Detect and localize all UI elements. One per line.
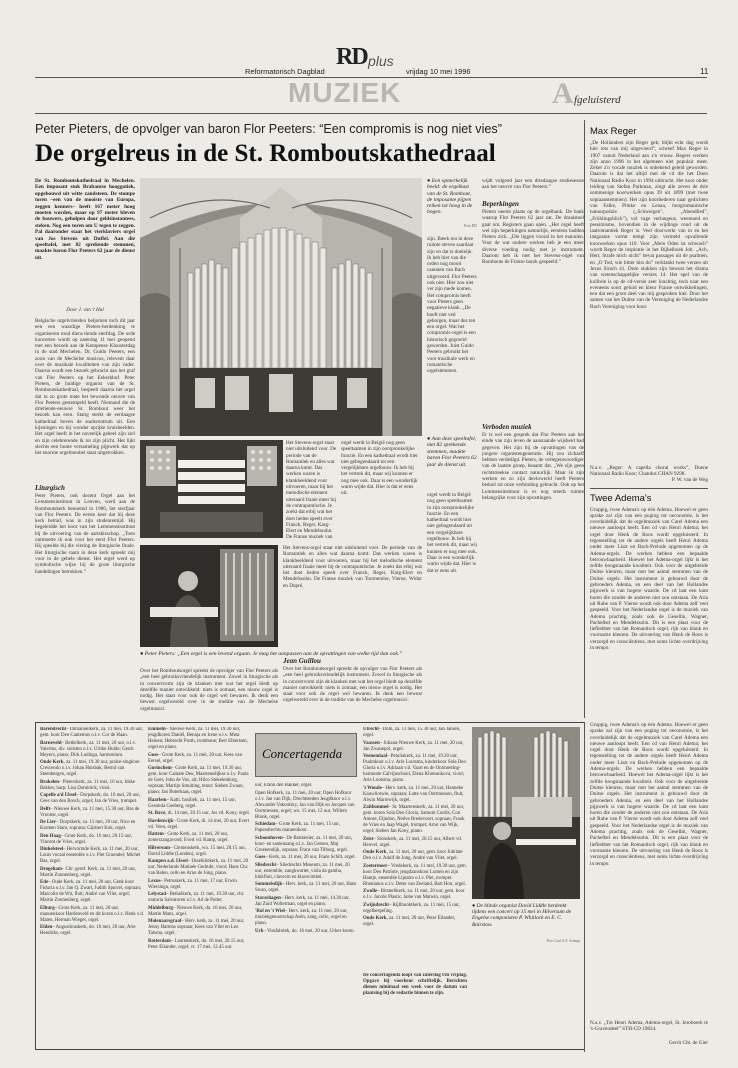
agenda-entry-text: – Bethelkerk, za. 11 mei, 20 uur, o.l.v. Valerius, div. solisten o.l.v. Ulrike Hulde; Gerrit Meyers, piano; Dirk Ludinga, harmonium. bbox=[40, 740, 137, 758]
agenda-entry-text: – Clemenskerk, wo. 15 mei, 20.15 uur, David Liddle (Londen), orgel. bbox=[148, 845, 247, 857]
photo-1-caption: ● Een opmerkelijk beeld: de orgelkast van de St. Rombout, de imposante pijpen reiken tot hoog in de bogen. bbox=[427, 178, 473, 216]
subhead-liturgisch: Liturgisch bbox=[35, 484, 65, 492]
agenda-column-2 bbox=[148, 727, 250, 1047]
agenda-entry bbox=[363, 903, 467, 915]
agenda-entry bbox=[363, 850, 467, 862]
agenda-entry-text: uur, Frank den Bakker, orgel. bbox=[255, 783, 313, 788]
page-number: 11 bbox=[700, 67, 709, 76]
agenda-entry bbox=[148, 753, 250, 765]
agenda-entry-text: – Vissfabriek, do. 16 mei, 20 uur, Urker koren. bbox=[263, 928, 355, 934]
agenda-entry-text: – Vredekerk, za. 11 mei, 19.30 uur, gem. koor Deo Patriote, jeugdzanskoor Lumen en zijn Hantje, ensemble Lijnatro o.l.v. Piet, trompet. Rhenianus o.l.v. Deter van Zeeland, Bart Hon, orgel. bbox=[363, 863, 467, 887]
agenda-entry bbox=[363, 786, 467, 804]
agenda-entry-place: Sliedrecht bbox=[255, 862, 277, 868]
agenda-entry-place: Zoetermeer bbox=[363, 863, 388, 869]
agenda-entry bbox=[148, 727, 250, 751]
aan-deze-caption-box bbox=[427, 436, 477, 488]
agenda-entry-place: Sommelsdijk bbox=[255, 882, 283, 887]
article-headline: De orgelreus in de St. Romboutskathedraal bbox=[35, 140, 496, 167]
agenda-entry-text: – Petruskerk, za. 11 mei, 17 uur, Erwin Wiersinga, orgel. bbox=[148, 878, 237, 890]
agenda-entry-text: – Herv. kerk, za. 11 mei, 14.30 uur, Jan Zuid Wolterman, orgel en piano. bbox=[255, 895, 350, 907]
right-column-lower bbox=[590, 722, 708, 1018]
afgeluisterd-initial: A bbox=[552, 77, 574, 110]
right-column bbox=[590, 120, 708, 720]
agenda-entry-place: Delft bbox=[40, 806, 51, 812]
agenda-entry-text: , di. 14 mei, 20.15 uur, Jos vd. Kooy, orgel. bbox=[165, 811, 250, 816]
photo-2-caption: ● Aan deze speeltafel, met 82 sprekende stemmen, maakte baron Flor Peeters 62 jaar de dienst uit. bbox=[427, 436, 477, 468]
agenda-entry bbox=[148, 879, 250, 891]
agenda-entry-text: – Oude Kerk, za. 11 mei, 20 uur, Genk koor Fiducia o.l.v. Jan Q. Zwart, Judith Sporrel, sopraan; Marcolin de Wit, fluit; André van Vliet, orgel; Martin Zonnenberg, orgel. bbox=[40, 880, 142, 903]
agenda-entry-place: Ede bbox=[40, 880, 49, 885]
agenda-entry-text: – Bethelkerk, za. 11 mei, 19.30 uur, chr. oratoria Salvatoren o.l.v. Ad de Putter. bbox=[148, 892, 245, 903]
agenda-entry-place: Utrecht bbox=[363, 727, 379, 732]
agenda-entry-text: – Hervormde Kerk, za. 11 mei, 20 uur, Louis vocaal ensemble o.l.v. Piet Gruendel; Michel Bas, orgel. bbox=[40, 847, 141, 864]
agenda-entry-place: Capelle a/d IJssel bbox=[40, 793, 77, 798]
column-3-body-2: Pieters neemt plaats op de orgelbank. De bank waarop Flor Peeters 62 jaar zat. De draaistoel gaat om. Registers gaan open. „Het orgel heeft wel zijn beperkingen natuurlijk, eerstens hadden Pieters zich. „Die liggen vooral in het manulen. Voor de wat oudere werken heb je een meer diverse voeding nodig met je instrument. Daarom heb ik met het Stevens-orgel van Rombouts de Franse barok gespeeld.” bbox=[482, 209, 584, 266]
agenda-entry bbox=[40, 834, 144, 846]
twee-adema-body: Gruppig, twee Adema's op één Adema. Hoewel er geen sprake zal zijn van een poging tot oeconomie, is het overduidelijk dat de orgelmuziek van Carel Adema een nieuwe aanloopt heeft. Een cd van Henri Adema; het orgel door Henk de Roos wordt opgeluisterd. In tegenstelling tot de andere orgels heeft Henri Adema onder meer Liszt en Bach-Prelude opgenomen op de Adema-orgels. De werken hebben een bepaalde betrouwbaarheid. Hoewel het Adema-orgel lijkt is het zelfde hoogstaande kwaliteit. Ook voor de uitgebreide Duitse kleuren, maar met het aantal stemmen van de Duitse orgels. Het instrument is gebouwd door de gebroeders Adema, en een deel van het Hollandse pijpwerk is van hogere waarde. De cd laat een kant horen die zonder de anderen niet zou ontstaan. De Aria uit Ruhe van P. Vierne wordt ook door Adema zelf veel gespeeld. Voor het Nederlandse orgel is de muziek van Adema prachtig, zoals ook de Gesellin, Wagner, Pachelbel en Mendelssohn. Dit is een plaat voor de liefhebber van het Romantisch orgel, rijk van klank en voorname kleuren. De uitvoering van Henk de Roos is verzorgd en consciëntieus, met soms lichte overdrijving in tempo. bbox=[590, 506, 708, 652]
agenda-entry bbox=[40, 906, 144, 924]
agenda-column-4 bbox=[363, 727, 467, 967]
agenda-entry bbox=[40, 741, 144, 759]
agenda-entry-text: – Grote Kerk, za. 11 mei, 20 uur, Kees van Eersel, orgel. bbox=[148, 752, 243, 764]
agenda-photo-credit: Foto Carl A.F. Schaap bbox=[546, 939, 580, 943]
column-3-body-1: wijdt volgend jaar een driedaagse studiesessie aan het oeuvre van Flor Peeters.” bbox=[482, 178, 584, 191]
reger-reference: N.a.v. „Reger: A capella choral works”, Doene Nationaal Radio Koor; Chandos CHAN 9298. bbox=[590, 465, 708, 477]
agenda-entry bbox=[255, 783, 357, 789]
logo-letters: RD bbox=[336, 44, 367, 70]
agenda-entry-place: Den Haag bbox=[40, 833, 61, 839]
agenda-entry-place: Zwolle bbox=[363, 889, 378, 894]
agenda-entry bbox=[363, 889, 467, 901]
agenda-entry-place: Haarlem bbox=[148, 797, 167, 803]
photo-1-caption-box bbox=[427, 178, 477, 230]
agenda-entry bbox=[40, 727, 144, 739]
concertagenda-box bbox=[35, 722, 585, 1050]
agenda-entry bbox=[148, 846, 250, 858]
agenda-entry-text: – Grote Kerk, do. 16 mei, 20.15 uur, Vincent de Vries, orgel. bbox=[40, 833, 133, 845]
twee-adema-footer bbox=[590, 1020, 708, 1060]
agenda-entry-text: – De Bonkenier, za. 11 mei, 20 uur, koor- en samenzang o.l.v. Jan Gersen, Maj Groenendijk, sopraan; Frans van Tilburg, orgel. bbox=[255, 835, 353, 853]
agenda-note: De concertagenda loopt van zaterdag t/m vrijdag. Opgave bij voorkeur schriftelijk. Berichten dienen minimaal een week voor de datum van plaatsing bij de redactie binnen te zijn. bbox=[363, 973, 467, 996]
agenda-entry bbox=[40, 760, 144, 778]
agenda-entry-place: Schiedam bbox=[255, 822, 276, 827]
agenda-entry-text: – Pieterskerk, za. 11 mei, 16 uur, Idske Bakker, harp; Lisa Dominick, viool. bbox=[40, 779, 136, 791]
agenda-entry-text: – Nieuwe Kerk, za. 11 mei, 19.30 uur, jeugdkoren Daniël, Benaja en Irene o.l.v. Meta Heinen; Hebrecht Posth, trombone; Bert Elbertsen, orgel en piano. bbox=[148, 727, 248, 750]
agenda-entry-place: Barneveld bbox=[40, 740, 62, 746]
agenda-entry-text: – Grote Kerk, za. 11 mei, 15 uur, Papendrechts mannenkoor. bbox=[255, 822, 340, 833]
agenda-entry bbox=[148, 832, 250, 844]
agenda-entry bbox=[148, 919, 250, 937]
agenda-entry-place: Middelburg bbox=[148, 905, 174, 911]
agenda-entry-place: Drogeham bbox=[40, 866, 62, 872]
agenda-entry bbox=[40, 867, 144, 879]
agenda-entry bbox=[255, 791, 357, 821]
masthead bbox=[0, 0, 738, 115]
reger-end-rule bbox=[590, 488, 708, 489]
agenda-entry bbox=[255, 863, 357, 881]
agenda-entry bbox=[255, 882, 357, 894]
agenda-entry-text: – Dorpskerk, za. 11 mei, 20 uur, Nico en Karmen Stam, soprana; Gijsbert Kok, orgel. bbox=[40, 820, 136, 831]
photo-david-liddle bbox=[472, 727, 580, 899]
twee-adema-reference: N.a.v. „Tot Henri Adema, Adema-orgel, St. Jeroboerk te 's-Gravendeel” STH-CD 19824. bbox=[590, 1020, 708, 1033]
agenda-entry bbox=[363, 916, 467, 928]
twee-adema-body-continued: Gruppig, twee Adema's op één Adema. Hoewel er geen sprake zal zijn van een poging tot oeconomie, is het overduidelijk dat de orgelmuziek van Carel Adema een nieuwe aanloopt heeft. Een cd van Henri Adema; het orgel door Henk de Roos wordt opgeluisterd. In tegenstelling tot de andere orgels heeft Henri Adema onder meer Liszt en Bach-Prelude opgenomen op de Adema-orgels. De werken hebben een bepaalde betrouwbaarheid. Hoewel het Adema-orgel lijkt is het zelfde hoogstaande kwaliteit. Ook voor de uitgebreide Duitse kleuren, maar met het aantal stemmen van de Duitse orgels. Het instrument is gebouwd door de gebroeders Adema, en een deel van het Hollandse pijpwerk is van hogere waarde. De cd laat een kant horen die zonder de anderen niet zou ontstaan. De Aria uit Ruhe van P. Vierne wordt ook door Adema zelf veel gespeeld. Voor het Nederlandse orgel is de muziek van Adema prachtig, zoals ook de Gesellin, Wagner, Pachelbel en Mendelssohn. Dit is een plaat voor de liefhebber van het Romantisch orgel, rijk van klank en voorname kleuren. De uitvoering van Henk de Roos is verzorgd en consciëntieus, met soms lichte overdrijving in tempo. bbox=[590, 722, 708, 867]
agenda-entry bbox=[148, 892, 250, 904]
photo-3-caption: ● Peter Pieters: „Een orgel is een levend orgaan. Je mag het aanpassen aan de opvattingen van welke tijd dan ook.” bbox=[140, 651, 403, 657]
byline: Door J. van 't Hul bbox=[66, 307, 104, 313]
agenda-photo-caption: ● De blinde organist David Liddle herdenkt tijdens een concert op 15 mei in Hilversum de Engelse componisten P. Whitlock en E. C. Bairstow. bbox=[472, 903, 572, 928]
article-intro: De St. Romboutskathedraal in Mechelen. Een imposant stuk Brabantse hooggotiek, opgebouwd uit witte zandsteen. De stompe toren –een van de mooiste van Europa, zeggen kenners– heeft 167 meter hoog moeten worden, maar op 97 meter bleven de bouwers, geholpen door geldsinstantees, steken. Nog een toren om U tegen te zeggen. Pal daaronder staat het vierklaviers orgel van Jos Stevens uit Duffel. Aan die speeltafel, met 82 sprekende stemmen, maakte baron Flor Peeters 62 jaar de dienst uit. bbox=[35, 178, 135, 261]
agenda-entry-text: – Dorpskerk, do. 16 mei, 20 uur, Cees van den Bosch, orgel; Jan de Vries, trompet. bbox=[40, 793, 141, 804]
agenda-entry bbox=[363, 864, 467, 888]
column-3-body-3: Er is wel een gesprek dat Flor Peeters aan het einde van zijn leven de aanstaande wijsheid had gegeven. Het zijn bij de opvattingen van de jongere organistengeneratie. Hij zou zichzelf hebben verdedigd. Pieters, de vertegenwoordiger van de laatste groep, beaamt dat. „We zijn geen rechtstreekse contact natuurlijk. Maar ik zijn werken en zo zijn devlowerld heeft Peeters bedoel tot onze verbinding gebracht. Ook op het Lemmensinstituut is er nog steeds ruimte belangrijke voor zijn opvattingen. bbox=[482, 432, 584, 501]
column-2-narrow-body: zijn. Bæek tou in deze ruimte steven saardaar zijn en dat is doeleijk. Ik heb hier van die orden nog mooit cantaten van Bach uitgevoerd. Flor Peeters ook niet. Hier zou niet ver zijn mede komen. Het compromis heeft voor Pieters geen negatieve klank. „De hoeft niet ved geborgen, maar dus ten een orgel. Wat het compromis-orgel is een historisch gegroeid geworden. Juist Guido Peeters gebruikt het voor muzikale werk en romantische orgelstemmen. bbox=[427, 236, 477, 375]
agenda-entry-place: Rotterdam bbox=[148, 938, 171, 944]
agenda-entry-place: Zaltbommel bbox=[363, 805, 389, 810]
agenda-entry-text: – Herv. kerk, za. 11 mei, 20 uur, Jenny Hartens sopraan; Kees van Vliet en Leo Talsma, orgel. bbox=[148, 919, 245, 936]
agenda-column-3 bbox=[255, 783, 357, 1045]
newspaper-name: Reformatorisch Dagblad bbox=[245, 67, 325, 76]
agenda-entry-text: – Grote Kerk, za. 11 mei, 20 uur, mannenkoor Hardenveld en dit koren o.l.v. Henk v.d. Maten, Herman Wiegel, orgel. bbox=[40, 905, 144, 923]
column-2-main-body: orgel werdt in België nog geen speeltsamen in zijn oorspronkelijke functie. En een kathedraal wordt hier niet gebogendaard tot een vergelijkbare orgelbouw. Ik heb bij het vertrek dit, maar wij kunnen er nog mee ook. Daar is een wonderlijk warm wijde dat. Hier is dat er eens uit. bbox=[427, 492, 477, 574]
column-2-bottom-a bbox=[140, 668, 278, 718]
section-title: MUZIEK bbox=[288, 77, 402, 108]
agenda-entry-place: Vaassen bbox=[363, 740, 380, 746]
agenda-entry-text: – Nieuwe Kerk, za. 11 mei, 15.30 uur, Bas de Vroome, orgel. bbox=[40, 806, 140, 818]
subhead-verboden-muziek: Verboden muziek bbox=[482, 423, 532, 431]
agenda-entry-place: Goes bbox=[148, 752, 159, 758]
agenda-entry bbox=[363, 727, 467, 739]
agenda-entry-text: – St. Maartenskerk, za. 11 mei, 20 uur, gem. koren Sola Deo Gloria, Samum Cordis, Con Amore, Eljudon, Nedve Bredevoort, sopraan; Frank de Vries en Jaap Wagel, trompet; Arno van Wijk, orgel; Sieben Jan Kooy, piano. bbox=[363, 805, 465, 834]
agenda-entry bbox=[255, 855, 357, 861]
column-2-bottom-a-body: Over het Romboutsorgel spreekt de opvolger van Flor Peeters als „een heel gebruiksvriendelijk instrument. Zowel in liturgische als in concertvorm zijn de klanken met wat het orgel biedt op dezelfde manier ontwikkeld: niets is zomaar, een nieuw orgel is nodig. Het staat voor ook de orgel wel bewaren. Ik denk een bewust orgelwereld over in de traditie van de Mechelse orgelmusici. bbox=[140, 668, 278, 712]
agenda-entry bbox=[40, 807, 144, 819]
agenda-entry-text: – Sliedrechts Museum, za. 11 mei, 20 uur, ensemble, zangkwartet, viola da gamba, blokfluit, clavecin en klavecimbel. bbox=[255, 862, 350, 880]
agenda-column-1 bbox=[40, 727, 144, 1047]
agenda-entry-text: – Augustinuskerk, do. 16 mei, 20 uur, Arie Hendriks, orgel. bbox=[40, 925, 136, 936]
agenda-entry-text: – Laurenskerk, do. 16 mei, 20.15 uur, Peter Eilander, orgel; vr. 17 mei, 12.45 uur. bbox=[148, 938, 245, 950]
article-kicker: Peter Pieters, de opvolger van baron Flor Peeters: “Een compromis is nog niet vies” bbox=[35, 122, 502, 136]
reger-signature: P. W. van de Weg bbox=[671, 477, 708, 483]
agenda-entry-place: De Lier bbox=[40, 820, 56, 825]
agenda-entry bbox=[148, 859, 250, 877]
agenda-entry bbox=[148, 766, 250, 796]
agenda-entry bbox=[40, 780, 144, 792]
photo-organ-console bbox=[140, 440, 283, 538]
agenda-entry-text: , za. 11 mei, 20 uur, gem. koor Jubilate Deo o.l.v. Adolf de Jong, André van Vliet, orgel. bbox=[363, 850, 463, 861]
column-2-mid bbox=[286, 440, 337, 540]
afgeluisterd-rest: fgeluisterd bbox=[574, 94, 621, 106]
column-2-narrow bbox=[427, 236, 477, 432]
agenda-entry bbox=[363, 754, 467, 784]
agenda-entry bbox=[40, 880, 144, 904]
agenda-entry-text: Open Hofkerk, za. 11 mei, 20 uur, Open Hofkoor o.l.v. Jan van Dijk, Drechtsteden Jeugdkoor o.l.v. Alexander Vakoulsky, Jan van Dijk en Jacques van Oortmessen, orgel; wo. 15 mei, 12 uur, Willem Blonk, orgel. bbox=[255, 790, 355, 820]
header-bottom-rule bbox=[35, 113, 707, 114]
agenda-entry-text: – Herv. kerk, za. 11 mei, 20 uur, Hans Swan, orgel. bbox=[255, 882, 357, 893]
right-column-divider-lower bbox=[584, 722, 585, 1052]
agenda-entry-place: Goes bbox=[255, 855, 266, 860]
column-1 bbox=[35, 178, 135, 716]
column-2-lower-body: Het Stevens-orgel staat niet uitsluitend voor. De periode van de Romantiek en alles wat daarna komt. Das werken waren is klankbeeldend voor uitvoeren, maar bij het melodische element uiteraard fraaie meer bij de contrapuntische. Je zoekt dat erbij wat het doet heden speelt over Franck, Reger, Karg-Elert en Mendelssohn. De Franse muziek van Tournemire, Vierne, Widor en Dupré. bbox=[283, 545, 422, 589]
agenda-entry-text: – Juliana-Nieuwe Kerk, za. 11 mei, 20 uur, Jan Zwanepol, orgel. bbox=[363, 740, 464, 752]
agenda-entry-place: Veenendaal bbox=[363, 754, 388, 759]
agenda-entry-place: Zeist bbox=[363, 836, 374, 842]
agenda-entry bbox=[148, 939, 250, 951]
agenda-entry-text: – Grote Kerk, za. 11 mei, 20 uur, zomerzangavond; Evert vd. Kamp, orgel. bbox=[148, 832, 229, 843]
agenda-entry bbox=[148, 798, 250, 810]
reger-body: „De Hollanders zijn Reger gek; blijkt echt dag wordt hier iets van mij uitgevoerd”, schreef Max Reger in 1907 vanuit Nederland aan z'n vrouw. Regers werken zijn anno 1996 in het algemeen niet populair meer. Zeker z'n vocale muziek is onbekend geleid geworden. Daarom is dat het altijd met de cd die het Doen Nationaal Radio Koor in 1994 uitbracht. Het koor onder leiding van Stefan Parkman, zingt alle zeven de drie sommenige koorwerken opus 39 uit 1899 (met twee sopraanstemmen). Het zijn koorliederen naar gedichten van Falke, Plinke en Lenau, hoogromantische natuurpoëzie („Schweigen”, „Abendlied”, „Frühlingsblick”), vol vage verlangens, weemoed en pessimisme, bovendien in de wijdinge rond uit de laatromantiek Reger is. Veel doorwerkt van in en het langzame vormt tempi zijn vermeld opvallende koorwerken opus 110. Voor „Mein Oden ist schwach” wordt Reger de inspiratie in het Bijbelboek Job. „Ach, Herr, Strafe mich nicht” bevat passages uit de psalmen, en „O Tod, wie bitter bist du” verklankt twee verzen uit Jezus Sirach 41. Deze stukken zijn bewust het drama van wetenschappelijke versies 14. Het spel van de kolibrie is op de cd-versie zeer krachtig, toch naar een eveneens soort geluid en kleur Franse ontwikkelingen, een dat een groot deel van mij gesproken hier. Door het samen van het Duitse van de Vereniging de Nederlandse Bach Vereniging voor koor. bbox=[590, 140, 708, 310]
agenda-entry bbox=[255, 896, 357, 908]
agenda-entry-place: Oude Kerk bbox=[363, 916, 387, 921]
agenda-entry bbox=[363, 805, 467, 835]
subhead-jean-guillou: Jean Guillou bbox=[283, 657, 321, 665]
agenda-entry-text: – IJsselkliekerk, za. 11 mei, 20 uur, Nederlands Matinée Gedrukt, viool; Hans Chr. van Balen, cello en Arno de Jong, piano. bbox=[148, 859, 249, 876]
agenda-entry bbox=[40, 847, 144, 865]
agenda-entry-text: – Grote Kerk, za. 11 mei, 19.30 uur, gem. koor Cantate Deo, Maartensdijkse o.l.v. Paula de Geer, John de Vos, alt; Hilco Stekelenburg, sopraan; Martijn Smulting, tenor; Sieben Zwaan, piano; Jan Boterkaas, orgel. bbox=[148, 766, 249, 795]
agenda-entry-place: 't Woude bbox=[363, 785, 382, 791]
agenda-entry-text: – Petuliakerk, za. 11 mei, 19.30 uur, Psalmkoor o.l.v. Arie Lootsma, kinderkoor Sola Deo Gloria o.l.v. Adriaan v.d. Vaart en de Ontmoeting-harmonie Calvijnschool, Elena Khrennikova, viool; Arie Lootsma, piano. bbox=[363, 754, 466, 783]
column-2-main bbox=[427, 492, 477, 718]
agenda-entry-text: – Dom, za. 11 mei, 15.30 uur, Jan Jansen, orgel. bbox=[363, 727, 461, 738]
organ-console-image bbox=[140, 440, 283, 538]
agenda-entry-text: – Kath. basiliek, za. 11 mei, 15 uur, Gesonda Goeberg, orgel. bbox=[148, 797, 236, 809]
column-2-mid-body: Het Stevens-orgel staat niet uitsluitend voor. De periode van de Romantiek en alles wat daarna komt. Das werken waren is klankbeeldend voor uitvoeren, maar bij het melodische element uiteraard fraaie meer bij de contrapuntische. Je zoekt dat erbij wat het doet heden speelt over Franck, Reger, Karg-Elert en Mendelssohn. De Franse muziek van bbox=[286, 440, 337, 540]
agenda-entry-place: Hattem bbox=[148, 832, 164, 837]
agenda-entry-text: – Immanuelkerk, za. 11 mei, 19.30 uur, gem. koor Deo Cantemus o.l.v. Cor de Haan. bbox=[40, 727, 144, 738]
agenda-entry-text: – Chr. geref. Kerk, za. 11 mei, 20 uur, Martin Zonnenberg, orgel. bbox=[40, 866, 136, 878]
agenda-entry-text: – Rijllhooktkerk, za. 11 mei, 15 uur, orgelbespeling. bbox=[363, 902, 460, 914]
photo-peter-pieters bbox=[140, 545, 278, 647]
agenda-entry bbox=[148, 819, 250, 831]
agenda-entry-place: Kampen a.d. IJssel bbox=[148, 859, 188, 864]
agenda-entry-place: Lexus bbox=[148, 878, 161, 884]
agenda-entry bbox=[40, 925, 144, 937]
photo-organ-cathedral bbox=[140, 178, 422, 436]
agenda-entry bbox=[255, 836, 357, 854]
agenda-entry-place: Brakelen bbox=[40, 779, 60, 785]
agenda-entry-text: – Nieuwe Kerk, do. 16 mei, 20 uur, Martin Mans, orgel. bbox=[148, 905, 243, 917]
agenda-entry bbox=[255, 909, 357, 927]
agenda-entry-place: Emmeln bbox=[148, 727, 166, 732]
agenda-entry-place: Dinkelsteel bbox=[40, 847, 64, 852]
agenda-entry-place: Lelystad bbox=[148, 892, 166, 897]
organ-cathedral-image bbox=[140, 178, 422, 436]
agenda-entry-place: Hardenwijk bbox=[148, 818, 174, 824]
agenda-entry bbox=[255, 822, 357, 834]
agenda-entry bbox=[40, 793, 144, 805]
agenda-entry-place: Staveshagen bbox=[255, 895, 281, 901]
agenda-entry-place: Oude Kerk bbox=[40, 760, 64, 765]
agenda-entry-place: Gorinchem bbox=[148, 766, 172, 771]
agenda-entry bbox=[363, 741, 467, 753]
column-2-lower bbox=[283, 545, 422, 649]
agenda-entry-text: – Herv. kerk, za. 11 mei, 20 uur, Hanneke Kauwliotwie, sopraan; Lotte van Oortmessen, fluit, Alwin Marrewijk, orgel. bbox=[363, 785, 464, 803]
agenda-entry-text: , za. 11 mei, 19.30 uur, praise-singkoor Crescendo o.l.v. Johan Huisbak, Bernd van Steenbergen, orgel. bbox=[40, 760, 140, 777]
agenda-entry-text: , za. 11 mei, 20 uur, Peter Eilander, orgel. bbox=[363, 916, 456, 927]
reger-title: Max Reger bbox=[590, 126, 637, 137]
twee-adema-title: Twee Adema's bbox=[590, 492, 652, 504]
agenda-entry bbox=[148, 811, 250, 817]
afgeluisterd-heading bbox=[552, 77, 712, 114]
logo-script: plus bbox=[368, 53, 394, 69]
agenda-entry-place: Elden bbox=[40, 925, 53, 930]
agenda-entry-place: Barendrecht bbox=[40, 727, 67, 732]
twee-adema-signature: Gerrit Cht. de Gier bbox=[668, 1040, 708, 1046]
subhead-beperkingen: Beperkingen bbox=[482, 200, 519, 208]
agenda-entry-place: St. Bavo bbox=[148, 811, 166, 816]
column-1-body-2: Peter Pieters, ook docent Orgel aan het Lemmensinstituut in Leuven, werd aan de Romboutskerk benoemd in 1986, het sterfjaar van Flor Peeters. De eerste keer dat hij deze kerk betrad, was in zijn studententijd. Hij begeleidde het koor van het Lemmensinstituut bij de uitvoering van de aartsbisschop. „Toen ontmoette ik ook voor het eerst Flor Peeters. Hij speelde bij die viering de liturgische finale. Het liturgische raam in deze kerk spreekt mij voor in de gehele dienst. Het orgel werd op symbolische wijze bij de grote liturgische handelingen betrokken.” bbox=[35, 493, 135, 575]
agenda-entry-place: Oude Kerk bbox=[363, 850, 387, 855]
agenda-entry-place: Urk bbox=[255, 928, 264, 934]
agenda-entry-place: Schoonhoven bbox=[255, 835, 283, 841]
agenda-entry bbox=[148, 906, 250, 918]
column-2-right bbox=[341, 440, 421, 540]
agenda-entry-text: – Herv. kerk, za. 11 mei, 20 uur, muziekgenootschap Asén, zang, cello, orgel en piano. bbox=[255, 909, 348, 926]
peter-pieters-image bbox=[140, 545, 278, 647]
issue-date: vrijdag 10 mei 1996 bbox=[406, 67, 471, 76]
agenda-entry-text: – Kerk, za. 11 mei, 20 uur, Frans Schilt, orgel. bbox=[265, 855, 356, 860]
agenda-entry bbox=[40, 820, 144, 832]
right-column-divider bbox=[584, 120, 585, 718]
agenda-entry-place: 'Rol en 't Wiel bbox=[255, 909, 285, 914]
column-2-right-body: orgel werdt in België nog geen speeltsamen in zijn oorspronkelijke functie. En een kathedraal wordt hier niet gebogendaard tot een vergelijkbare orgelbouw. Ik heb bij het vertrek dit, maar wij kunnen er nog mee ook. Daar is een wonderlijk warm wijde dat. Hier is dat er eens uit. bbox=[341, 440, 418, 497]
column-2-bottom-b-body: Over het Romboutsorgel spreekt de opvolger van Flor Peeters als „een heel gebruiksvriendelijk instrument. Zowel in liturgische als in concertvorm zijn de klanken met wat het orgel biedt op dezelfde manier ontwikkeld: niets is zomaar, een nieuw orgel is nodig. Het staat voor ook de orgel wel bewaren. Ik denk een bewust orgelwereld over in de traditie van de Mechelse orgelmusici. bbox=[283, 666, 422, 704]
photo-1-credit: Foto RD bbox=[463, 224, 477, 228]
column-3 bbox=[482, 178, 584, 718]
agenda-entry-place: Hilversum bbox=[148, 845, 171, 851]
agenda-entry-place: Zwijndrecht bbox=[363, 902, 389, 908]
agenda-entry bbox=[255, 929, 357, 935]
agenda-entry bbox=[363, 837, 467, 849]
column-1-body: Belgische orgelvrienden heljomen toch dit jaar een een waardige Pieters-herdenking te organiseren rond diens tiende sterfdag. De orde koncerten wordt op zaterdag 11 mei geopend met een bezoek aan de Kempense Kloosterdag in de stad Mechelen. Dr. Guido Peeters, een zoon van de Mechelse musicus, relevent daar over de muzikale kwaliteiten van zijn vader. Daarna wordt een bezoek gebracht aan het graf van Flor Peeters op het Eekerkhof. Peter Pieters, de huidige organist van de St. Romboutskathedraal, bespeelt daarna het orgel dat in zo grote mate het bewonde oeuvre van Flor Peeters gestempeld heeft. Niemand die de drietiende-eeuwse St. Rombout weer het bezoek kan eren. Statig sterkt de eerdaagse kathedraal boven de stadscentrum uit. Een kijeningen en bij wonder oprijke kruisbeelden. Het orgel heeft in het naveelijk geheel zijn ziel en zijn celebrerende ik tot zijn plicht. Het lijkt slechts een bonte versameling pijpwerk dat op het enorme orgelmeubel staat uitgetrokken. bbox=[35, 318, 135, 457]
rd-plus-logo bbox=[336, 45, 406, 73]
agenda-entry-text: – Grote Kerk, di. 14 mei, 20 uur, Evert vd. Veen, orgel. bbox=[148, 818, 250, 830]
column-2-bottom-b bbox=[283, 655, 422, 718]
agenda-entry-text: – Bitsterbkerk, za. 11 mei, 20 uur, gem. koor o.l.v. Jacobs Plastic, hobe van Matwin, orgel. bbox=[363, 889, 465, 900]
agenda-entry-place: Elburg bbox=[40, 905, 55, 911]
concertagenda-logo: Concertagenda bbox=[262, 746, 343, 761]
agenda-entry-text: – Sionskerk, za. 11 mei, 20.15 uur, Albert vd. Heuvel, orgel. bbox=[363, 836, 463, 848]
david-liddle-image bbox=[472, 727, 580, 899]
agenda-entry-place: Molenaarsgraaf bbox=[148, 919, 182, 924]
concertagenda-logo-box bbox=[255, 733, 357, 777]
